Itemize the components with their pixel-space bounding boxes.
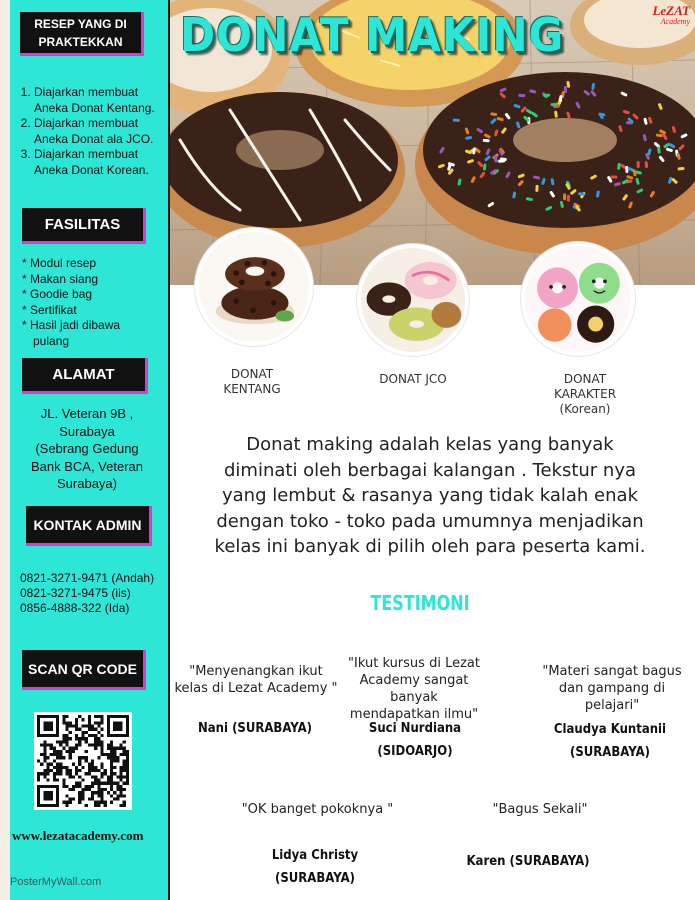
logo-tagline: Academy: [660, 17, 690, 26]
website-url[interactable]: www.lezatacademy.com: [12, 828, 144, 843]
facility-item: * Modul resep: [22, 256, 97, 270]
facilities-heading: FASILITAS: [22, 208, 146, 244]
testimonial-author-city: (SURABAYA): [275, 871, 355, 886]
recipes-heading-line2: PRAKTEKKAN: [38, 34, 123, 49]
caption-line: DONAT: [230, 367, 274, 381]
address-line: Bank BCA, Veteran: [30, 458, 143, 474]
recipes-heading-line1: RESEP YANG DI: [34, 16, 127, 31]
contact-heading: KONTAK ADMIN: [26, 506, 152, 546]
caption-donat-jco: [368, 372, 458, 387]
postermywall-credit[interactable]: PosterMyWall.com: [10, 876, 102, 888]
address-text: [14, 405, 160, 493]
testimonial-quote: "Ikut kursus di Lezat Academy sangat banyak mendapatkan ilmu": [348, 656, 480, 722]
phone-number: 0856-4888-322 (Ida): [20, 601, 130, 615]
caption-donat-kentang: [212, 367, 292, 397]
testimonial-quote: "Menyenangkan ikut kelas di Lezat Academy ": [174, 664, 338, 696]
phone-number: 0821-3271-9471 (Andah): [20, 571, 155, 585]
address-line: Surabaya: [59, 423, 115, 439]
testimonials-heading: TESTIMONI: [370, 591, 470, 615]
testimonial-author: Karen (SURABAYA): [466, 854, 590, 869]
contact-list: [20, 571, 168, 616]
qr-code-image: [37, 715, 129, 807]
testimonial-quote: "OK banget pokoknya ": [241, 802, 394, 817]
page-title: DONAT MAKING: [180, 8, 565, 62]
facility-item: * Hasil jadi dibawa: [22, 318, 121, 332]
testimonial-author-city: (SURABAYA): [570, 745, 650, 760]
recipe-item: 1. Diajarkan membuat Aneka Donat Kentang.: [34, 85, 166, 116]
recipe-item: 2. Diajarkan membuat Aneka Donat ala JCO.: [34, 116, 166, 147]
address-heading: ALAMAT: [22, 358, 148, 394]
recipes-heading: [20, 12, 144, 56]
product-image-donat-karakter: [521, 242, 635, 356]
qr-code[interactable]: [34, 712, 132, 810]
phone-number: 0821-3271-9475 (iis): [20, 586, 131, 600]
donat-karakter-icon: [525, 246, 631, 352]
testimonial-author-name: Claudya Kuntanii: [553, 722, 667, 737]
testimonial-quote: "Materi sangat bagus dan gampang di pelajari": [542, 664, 682, 713]
recipe-item: 3. Diajarkan membuat Aneka Donat Korean.: [34, 147, 166, 178]
class-description: Donat making adalah kelas yang banyak diminati oleh berbagai kalangan . Tekstur nya yang lembut & rasanya yang tidak kalah enak dengan toko - toko pada umumnya menjadikan kelas ini banyak di pilih oleh para peserta kami.: [214, 434, 646, 557]
testimonial-author: [248, 844, 383, 890]
caption-donat-karakter: [540, 372, 630, 417]
facility-item: pulang: [33, 333, 70, 348]
product-image-donat-kentang: [195, 228, 313, 346]
testimonial-author-name: Lidya Christy: [271, 848, 359, 863]
logo-wordmark: LeZAT: [652, 3, 690, 18]
lezat-logo[interactable]: [630, 4, 690, 28]
address-line: (Sebrang Gedung: [35, 441, 139, 456]
product-image-donat-jco: [357, 244, 469, 356]
testimonial-author: Suci Nurdiana (SIDOARJO): [368, 721, 462, 759]
address-line: Surabaya): [57, 476, 117, 491]
caption-line: DONAT JCO: [379, 372, 447, 386]
testimonial-author: [547, 718, 673, 764]
qr-heading: SCAN QR CODE: [22, 650, 146, 690]
testimonial-author: Nani (SURABAYA): [197, 721, 313, 736]
facility-item: * Sertifikat: [22, 302, 77, 317]
facility-item: * Makan siang: [22, 271, 99, 286]
facility-item: * Goodie bag: [22, 287, 93, 301]
sidebar: [0, 0, 170, 900]
caption-line: KARAKTER: [553, 387, 617, 401]
facilities-list: [22, 256, 162, 349]
donat-kentang-icon: [199, 232, 309, 342]
caption-line: DONAT: [563, 372, 607, 386]
caption-line: KENTANG: [223, 382, 281, 396]
recipes-list: [20, 85, 166, 178]
testimonial-quote: "Bagus Sekali": [492, 802, 588, 817]
donat-jco-icon: [361, 248, 465, 352]
caption-line: (Korean): [559, 402, 611, 416]
address-line: JL. Veteran 9B ,: [40, 406, 134, 421]
